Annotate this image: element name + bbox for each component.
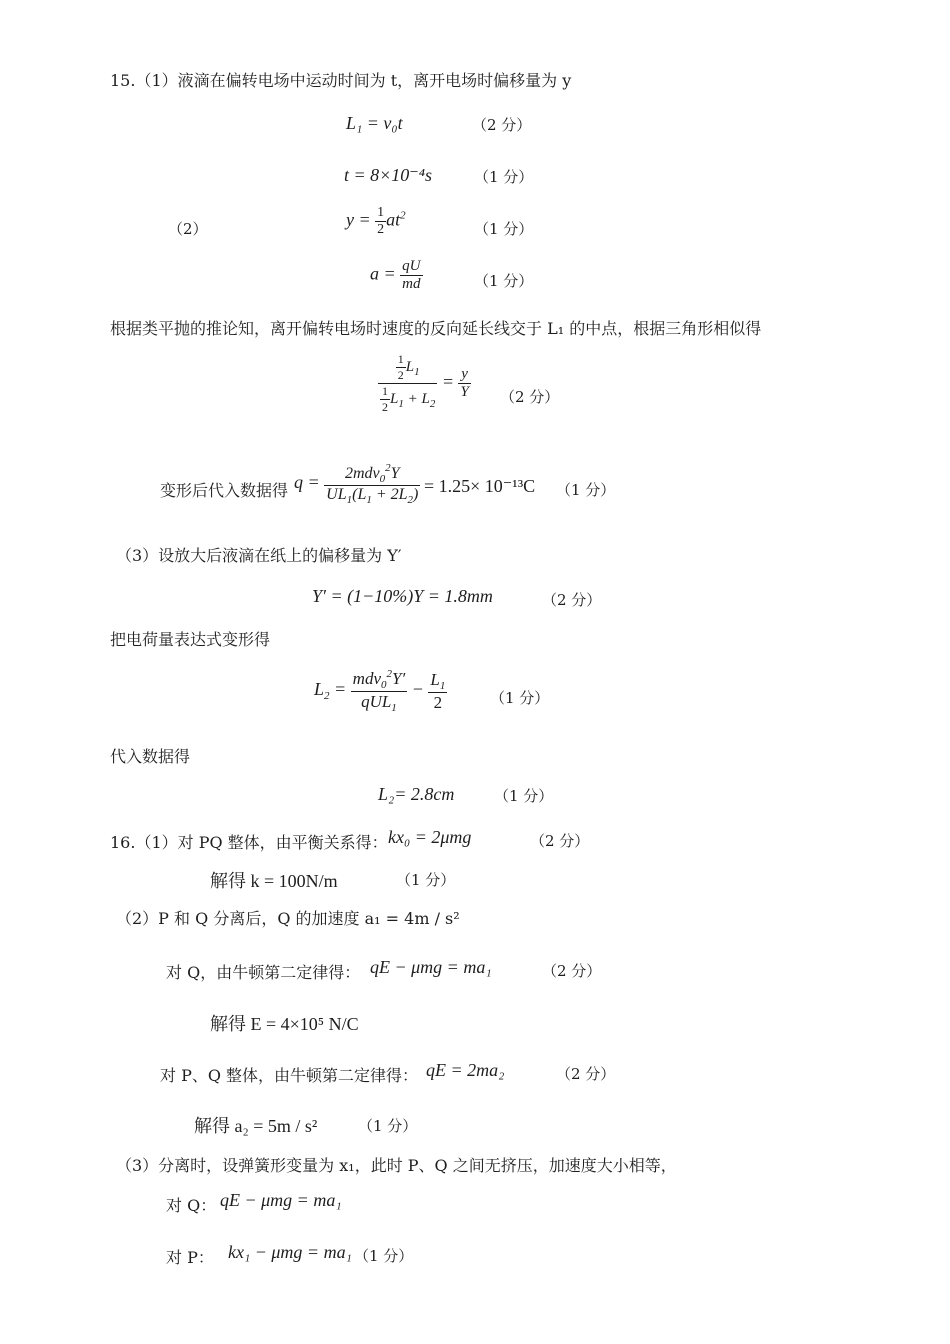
q16-part3-text: （3）分离时，设弹簧形变量为 x₁，此时 P、Q 之间无挤压，加速度大小相等，	[116, 1156, 677, 1175]
q16-p-eq-label: 对 P：	[166, 1248, 214, 1267]
q15-eq-a-score: （1 分）	[474, 272, 534, 290]
q16-e-value: 解得 E = 4×10⁵ N/C	[210, 1014, 359, 1034]
q15-eq-l1-score: （2 分）	[472, 116, 532, 134]
q16-a2-score: （1 分）	[358, 1117, 418, 1135]
q15-q-result: = 1.25× 10⁻¹³C	[424, 476, 536, 496]
q15-q-formula: q = $\frac{2mdv_0^2Y}{UL_1(L_1 + 2L_2)}$	[294, 462, 419, 506]
q15-l2-expression: $L_2$ = $\frac{mdv_0^2Y'}{qUL_1}$ − $\frac{L_1}{2}$	[314, 668, 446, 714]
q16-q-newton-score: （2 分）	[542, 962, 602, 980]
q15-q-score: （1 分）	[556, 481, 616, 499]
q15-eq-y: y = $\frac{1}{2}$ $at^2$	[346, 205, 406, 237]
q16-q-newton-prefix: 对 Q，由牛顿第二定律得：	[166, 963, 361, 982]
q15-y-prime-eq: Y′ = (1−10%)Y = 1.8mm	[312, 586, 493, 606]
q16-p-eq-score: （1 分）	[354, 1247, 414, 1265]
q15-l2-value-score: （1 分）	[494, 787, 554, 805]
q15-eq-time-score: （1 分）	[474, 168, 534, 186]
q16-pq-newton-prefix: 对 P、Q 整体，由牛顿第二定律得：	[160, 1066, 419, 1085]
q15-eq-time: t = 8×10⁻⁴s	[344, 165, 433, 185]
q15-transform-text: 把电荷量表达式变形得	[110, 630, 271, 649]
q15-eq-a: a = $\frac{qU}{md}$	[370, 258, 421, 292]
q16-part1-prefix: 16.（1）对 PQ 整体，由平衡关系得：	[110, 833, 388, 852]
q15-y-prime-score: （2 分）	[542, 591, 602, 609]
q16-q-eq: qE − μmg = ma₁	[220, 1190, 342, 1210]
q16-q-newton-eq: qE − μmg = ma₁	[370, 957, 492, 977]
q16-part1-score: （2 分）	[530, 832, 590, 850]
q16-k-value: 解得 k = 100N/m	[210, 871, 338, 891]
q15-l2-value: L₂= 2.8cm	[378, 784, 455, 804]
q15-eq-l1: L₁ = v₀t	[346, 113, 403, 133]
q15-part2-label: （2）	[168, 220, 208, 238]
q16-a2-value: 解得 a₂ = 5m / s²	[194, 1116, 318, 1136]
q16-p-eq: kx₁ − μmg = ma₁	[228, 1242, 352, 1262]
q15-part1-header: 15.（1）液滴在偏转电场中运动时间为 t，离开电场时偏移量为 y	[110, 71, 572, 90]
q16-k-score: （1 分）	[396, 871, 456, 889]
q15-similar-triangle-ratio: $\frac{1}{2}$ $L_1$ $\frac{1}{2}$ $L_1 + L_2$ = $\frac{y}{Y}$	[378, 352, 471, 415]
q15-part3-header: （3）设放大后液滴在纸上的偏移量为 Y′	[116, 546, 402, 565]
q15-inference-text: 根据类平抛的推论知，离开偏转电场时速度的反向延长线交于 L₁ 的中点，根据三角形相似得	[110, 319, 762, 338]
q15-eq-y-score: （1 分）	[474, 220, 534, 238]
q16-q-eq-label: 对 Q：	[166, 1196, 217, 1215]
q15-l2-expression-score: （1 分）	[490, 689, 550, 707]
q16-part1-eq: kx₀ = 2μmg	[388, 827, 472, 847]
q16-pq-newton-score: （2 分）	[556, 1065, 616, 1083]
q15-substitute-text: 代入数据得	[110, 747, 191, 766]
q15-q-prefix: 变形后代入数据得	[160, 481, 289, 500]
q16-pq-newton-eq: qE = 2ma₂	[426, 1060, 505, 1080]
q15-ratio-score: （2 分）	[500, 388, 560, 406]
q16-part2-text: （2）P 和 Q 分离后，Q 的加速度 a₁ = 4m / s²	[116, 909, 460, 928]
